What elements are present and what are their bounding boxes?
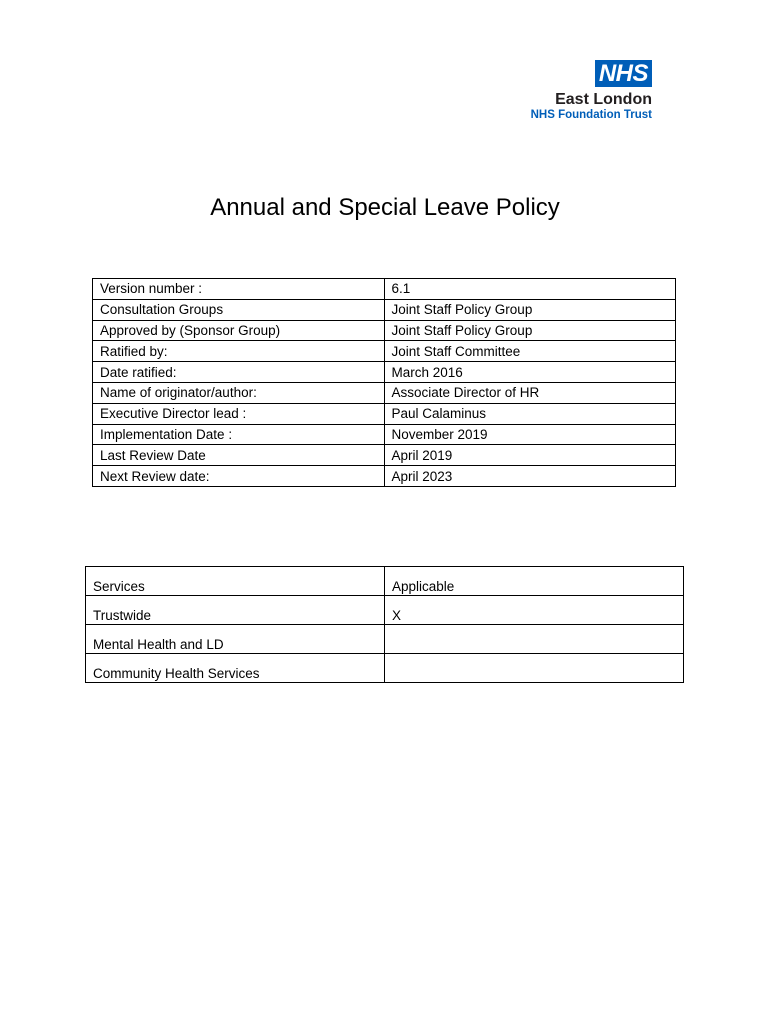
table-row [93,362,676,383]
service-name: Mental Health and LD [86,625,385,654]
meta-label: Approved by (Sponsor Group) [93,320,385,341]
org-name: East London [555,91,652,108]
table-row [93,279,676,300]
meta-value: Paul Calaminus [384,403,676,424]
meta-value: 6.1 [384,279,676,300]
services-table [85,566,684,683]
table-row [86,654,684,683]
table-row [93,445,676,466]
meta-value: Joint Staff Policy Group [384,299,676,320]
table-row [93,466,676,487]
meta-label: Implementation Date : [93,424,385,445]
meta-value: April 2019 [384,445,676,466]
table-row [93,320,676,341]
service-applicable [385,625,684,654]
meta-value: Joint Staff Committee [384,341,676,362]
meta-value: Associate Director of HR [384,382,676,403]
table-row [93,403,676,424]
service-applicable: X [385,596,684,625]
meta-label: Version number : [93,279,385,300]
meta-value: November 2019 [384,424,676,445]
table-row [93,341,676,362]
meta-value: March 2016 [384,362,676,383]
meta-label: Last Review Date [93,445,385,466]
table-row [93,299,676,320]
nhs-badge: NHS [595,60,652,87]
nhs-logo [492,60,652,122]
table-row [93,382,676,403]
service-applicable [385,654,684,683]
document-title: Annual and Special Leave Policy [210,194,560,221]
meta-label: Consultation Groups [93,299,385,320]
table-row [86,567,684,596]
table-row [86,596,684,625]
service-name: Services [86,567,385,596]
meta-label: Executive Director lead : [93,403,385,424]
table-row [86,625,684,654]
meta-value: April 2023 [384,466,676,487]
meta-label: Next Review date: [93,466,385,487]
meta-label: Name of originator/author: [93,382,385,403]
service-name: Community Health Services [86,654,385,683]
meta-value: Joint Staff Policy Group [384,320,676,341]
meta-label: Ratified by: [93,341,385,362]
service-name: Trustwide [86,596,385,625]
org-subtitle: NHS Foundation Trust [530,109,652,121]
table-row [93,424,676,445]
meta-label: Date ratified: [93,362,385,383]
service-applicable: Applicable [385,567,684,596]
policy-metadata-table [92,278,676,487]
